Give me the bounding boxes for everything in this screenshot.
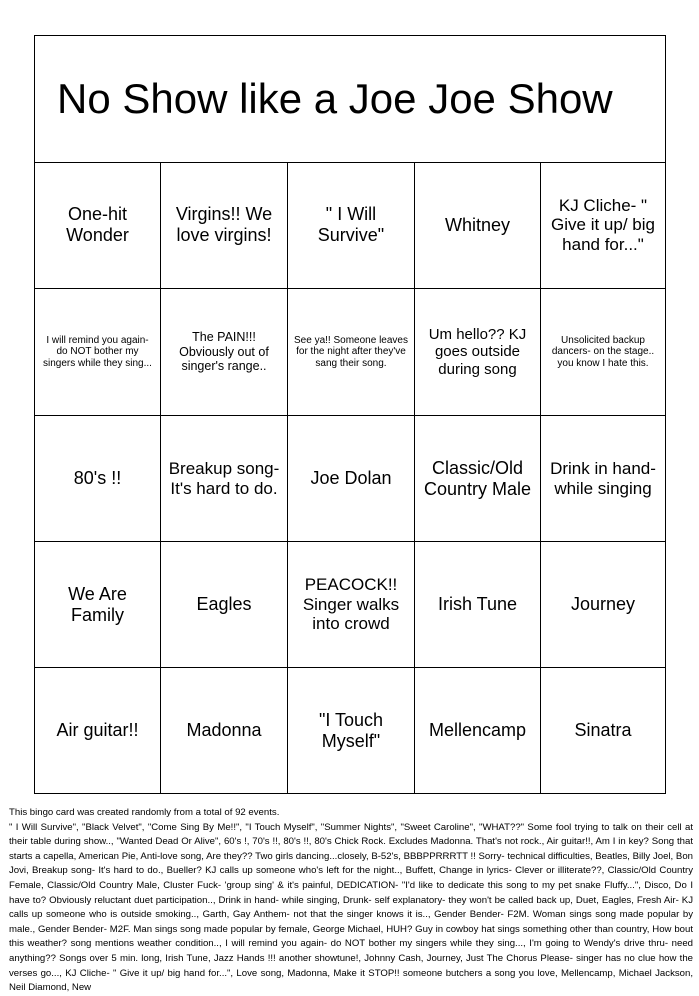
bingo-cell [35, 289, 161, 416]
bingo-cell [35, 542, 161, 668]
bingo-cell [415, 542, 541, 668]
cell-label: Eagles [196, 594, 252, 615]
bingo-cell [161, 289, 288, 416]
cell-label: KJ Cliche- " Give it up/ big hand for..." [551, 195, 655, 254]
cell-label: One-hit Wonder [66, 204, 129, 245]
cell-label: Air guitar!! [56, 720, 139, 741]
cell-label: Drink in hand- while singing [550, 458, 656, 498]
cell-label: I will remind you again- do NOT bother my singers while they sing... [43, 334, 152, 369]
cell-label: " I Will Survive" [317, 204, 385, 245]
bingo-cell [161, 668, 288, 793]
bingo-cell [35, 416, 161, 542]
bingo-cell [35, 668, 161, 793]
bingo-cell [161, 416, 288, 542]
cell-label: We Are Family [68, 583, 127, 625]
cell-label: Irish Tune [437, 594, 518, 615]
cell-label: PEACOCK!! Singer walks into crowd [302, 575, 400, 634]
cell-label: Sinatra [574, 720, 632, 741]
cell-label: See ya!! Someone leaves for the night after they've sang their song. [294, 334, 408, 369]
cell-label: Whitney [444, 214, 511, 235]
bingo-cell [161, 162, 288, 289]
bingo-cell [288, 162, 415, 289]
cell-label: "I Touch Myself" [318, 709, 384, 751]
bingo-cell [541, 668, 665, 793]
cell-label: Um hello?? KJ goes outside during song [428, 326, 527, 378]
cell-label: Unsolicited backup dancers- on the stage.. you know I hate this. [551, 334, 655, 369]
bingo-cell [415, 416, 541, 542]
cell-label: Madonna [186, 720, 262, 741]
title-row [35, 36, 665, 163]
footer-intro: This bingo card was created randomly from a total of 92 events. [9, 807, 280, 818]
cell-label: The PAIN!!! Obviously out of singer's range.. [179, 330, 269, 374]
cell-label: Classic/Old Country Male [423, 457, 532, 499]
footer-events-list: " I Will Survive", "Black Velvet", "Come Sing By Me!!", "I Touch Myself", "Summer Nights", "Sweet Caroline", "WHAT??" Some fool trying to talk on their cell at their table during show.., "Wanted Dead Or Alive", 60's !, 70's !!, 80's !!, 80's Chick Rock. Excludes Madonna. That's not rock., Air guitar!!, Am I in key? Song that starts a capella, American Pie, Anti-love song, Are they?? Two girls dancing...closely, B-52's, BBBPPRRRTT !! Sorry- technical difficulties, Beatles, Billy Joel, Bon Jovi, Breakup song- It's hard to do., Bueller? KJ calls up someone who's left for the night.., Buffett, Change in lyrics- Clever or illiterate??, Classic/Old Country Female, Classic/Old Country Male, Cluster Fuck- 'group sing' & it's painful, DEDICATION- "I'd like to dedicate this song to my pet snake Fluffy...", Disco, Do I have to? Obviously reluctant duet participation.., Drink in hand- while singing, Drunk- self explanatory- they won't be called back up, Duet, Eagles, Fresh Air- KJ calls up someone who is outside smoking.., Garth, Gay Anthem- not that the singer knows it is.., Gender Bender- F2M. Woman sings song made popular by male., Gender Bender- M2F. Man sings song made popular by female, George Michael, HUH? Guy in cowboy hat sings something other than country, How bout this weather? song mentions weather condition.., I will remind you again- do NOT bother my singers while they sing..., I'm going to Wendy's drive thru- need anything?? Songs over 5 min. long, Irish Tune, Jazz Hands !!! another showtune!, Johnny Cash, Journey, Just The Chorus Please- singer has no clue how the verses go..., KJ Cliche- " Give it up/ big hand for...", Love song, Madonna, Make it STOP!! someone butchers a song you love, Mellencamp, Michael Jackson, Neil Diamond, New [9, 821, 693, 994]
bingo-cell [541, 542, 665, 668]
card-title: No Show like a Joe Joe Show [57, 75, 613, 122]
bingo-cell [288, 668, 415, 793]
cell-label: Breakup song- It's hard to do. [168, 458, 280, 498]
cell-label: 80's !! [73, 468, 122, 489]
bingo-cell [415, 668, 541, 793]
bingo-cell [541, 416, 665, 542]
bingo-cell [415, 162, 541, 289]
footer-text [9, 806, 693, 996]
bingo-cell [288, 416, 415, 542]
bingo-card [34, 35, 666, 794]
bingo-cell [288, 542, 415, 668]
bingo-cell [288, 289, 415, 416]
bingo-cell [415, 289, 541, 416]
bingo-grid [35, 162, 665, 793]
cell-label: Journey [570, 594, 636, 615]
bingo-cell [541, 162, 665, 289]
cell-label: Joe Dolan [310, 468, 392, 489]
bingo-cell [35, 162, 161, 289]
cell-label: Mellencamp [428, 720, 527, 741]
bingo-cell [541, 289, 665, 416]
cell-label: Virgins!! We love virgins! [175, 204, 273, 245]
bingo-cell [161, 542, 288, 668]
